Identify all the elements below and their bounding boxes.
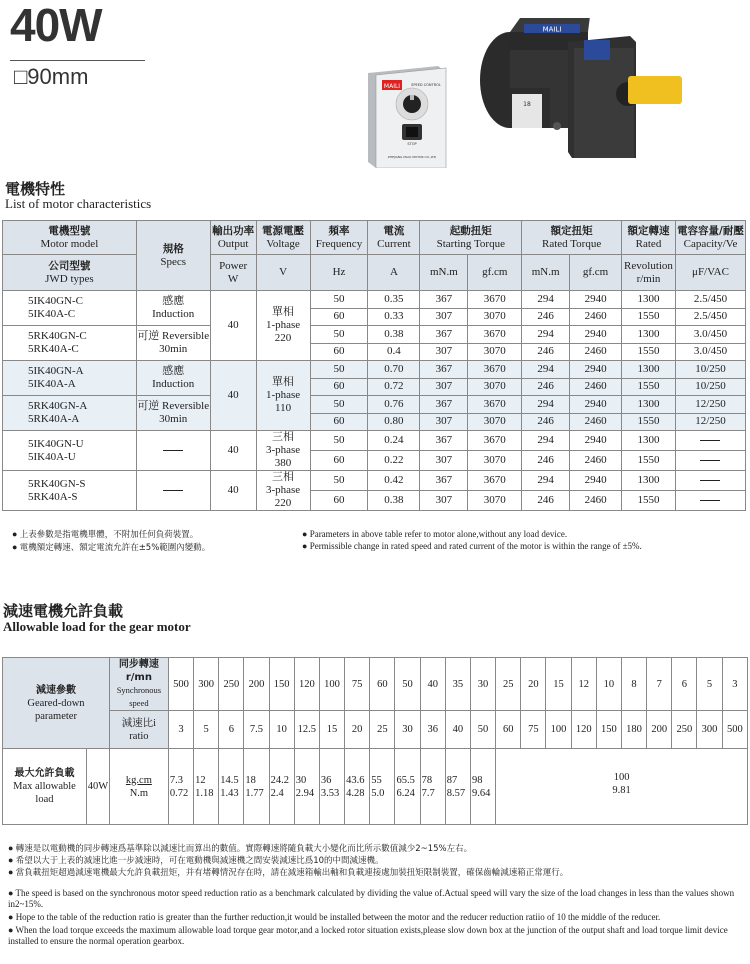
specs-cell: 可逆 Reversible 30min [136,396,210,431]
note2-en-3: When the load torque exceeds the maximum allowable load torque gear motor,and a locked rotor situation exists,please slow down box at the junction of the output shaft and load torque limit device installed to ensure the normal operation gearbox. [8,925,728,946]
value-cell: 60 [310,343,368,361]
model-cell: 5RK40GN-S 5RK40A-S [3,471,137,511]
col-frequency: 頻率 Frequency [310,221,368,255]
max-load-cell: 55 5.0 [370,749,395,825]
value-cell: 12/250 [675,413,745,431]
col-starting-torque: 起動扭矩 Starting Torque [420,221,522,255]
ratio-cell: 300 [697,711,722,749]
value-cell: 246 [522,491,570,511]
ratio-cell: 36 [420,711,445,749]
section1-title-zh: 電機特性 [5,180,66,198]
unit-start-gf: gf.cm [468,255,522,291]
max-load-cell: 14.5 1.43 [219,749,244,825]
output-cell: 40 [210,291,256,361]
value-cell: 1300 [622,291,676,309]
value-cell: 0.72 [368,378,420,396]
value-cell: 50 [310,396,368,414]
max-load-cell: 36 3.53 [319,749,344,825]
note1-zh-1: 上表參數是指電機單體，不附加任何負荷裝置。 [19,530,199,540]
max-load-cell: 98 9.64 [470,749,495,825]
notes1-en: ● Parameters in above table refer to motor alone,without any load device. ● Permissible change in rated speed and rated current of the motor is within the range of ±5%. [302,529,642,551]
value-cell: 60 [310,491,368,511]
sync-speed-cell: 60 [370,658,395,711]
section1-title-en: List of motor characteristics [5,196,152,211]
value-cell: 307 [420,451,468,471]
value-cell: 294 [522,291,570,309]
sync-speed-cell: 40 [420,658,445,711]
col-specs: 規格 Specs [136,221,210,291]
voltage-cell: 單相 1-phase 110 [256,361,310,431]
sync-speed-label: 同步轉速r/mn Synchronous speed [109,658,168,711]
voltage-cell: 單相 1-phase 220 [256,291,310,361]
value-cell: 246 [522,343,570,361]
note2-zh-3: 當負載扭矩超過減速電機最大允許負載扭矩，并有堵轉情況存在時，請在減速箱輸出軸和負載連接處加裝扭矩限制裝置，確保齒輪減速箱正常運行。 [15,868,569,878]
value-cell: 2.5/450 [675,291,745,309]
col-jwd: 公司型號 JWD types [3,255,137,291]
ratio-cell: 30 [395,711,420,749]
value-cell: 3670 [468,361,522,379]
ratio-cell: 75 [521,711,546,749]
value-cell: 0.38 [368,491,420,511]
capacity-dash [700,480,720,481]
value-cell: 1300 [622,431,676,451]
value-cell: 0.35 [368,291,420,309]
value-cell: 2.5/450 [675,308,745,326]
value-cell: 2940 [570,361,622,379]
value-cell: 307 [420,491,468,511]
ratio-cell: 12.5 [294,711,319,749]
col-voltage: 電源電壓 Voltage [256,221,310,255]
col-rated-speed: 額定轉速 Rated [622,221,676,255]
max-load-power: 40W [86,749,109,825]
value-cell: 307 [420,308,468,326]
value-cell: 3070 [468,378,522,396]
model-cell: 5RK40GN-C 5RK40A-C [3,326,137,361]
max-load-cell: 24.2 2.4 [269,749,294,825]
section2-title-zh: 減速電機允許負載 [3,602,124,620]
value-cell [675,471,745,491]
allowable-load-table [2,657,748,825]
value-cell: 2460 [570,378,622,396]
value-cell: 3070 [468,451,522,471]
value-cell: 367 [420,326,468,344]
value-cell: 2940 [570,471,622,491]
power-title: 40W [10,0,102,51]
max-load-units: kg.cm N.m [109,749,168,825]
title-divider [10,60,145,61]
value-cell: 50 [310,291,368,309]
sync-speed-cell: 8 [621,658,646,711]
ratio-cell: 150 [596,711,621,749]
unit-current: A [368,255,420,291]
sync-speed-cell: 100 [319,658,344,711]
controller-switch-label: STOP [407,142,417,146]
value-cell: 1550 [622,308,676,326]
sync-speed-cell: 3 [722,658,747,711]
param-label: 減速參數 Geared-down parameter [3,658,110,749]
value-cell: 367 [420,396,468,414]
note2-zh-1: 轉速是以電動機的同步轉速爲基準除以減速比而算出的數值。實際轉速將隨負載大小變化而比所示數值減少2~15%左右。 [15,844,473,854]
motor-row [3,396,746,414]
max-load-cell: 30 2.94 [294,749,319,825]
note2-en-1: The speed is based on the synchronous motor speed reduction ratio as a benchmark calculated by dividing the value of.Actual speed will vary the size of the load changes in less than the values shown in2~15%. [8,888,735,909]
ratio-cell: 100 [546,711,571,749]
notes2-zh: ● 轉速是以電動機的同步轉速爲基準除以減速比而算出的數值。實際轉速將隨負載大小變化而比所示數值減少2~15%左右。 ● 希望以大于上表的減速比進一步減速時，可在電動機與減速機之間安裝減速比爲10的中間減速機。 ● 當負載扭矩超過減速電機最大允許負載扭矩，并有堵轉情況存在時，請在減速箱輸出軸和負載連接處加裝扭矩限制裝置，確保齒輪減速箱正常運行。 [8,843,569,878]
max-load-cell: 18 1.77 [244,749,269,825]
value-cell: 0.42 [368,471,420,491]
gear-motor-image [480,18,682,158]
value-cell: 2460 [570,491,622,511]
specs-cell: 感應 Induction [136,361,210,396]
col-current: 電流 Current [368,221,420,255]
notes1-zh: ● 上表參數是指電機單體，不附加任何負荷裝置。 ● 電機額定轉速、額定電流允許在±5%範圍內變動。 [12,529,211,553]
ratio-cell: 5 [194,711,219,749]
value-cell: 12/250 [675,396,745,414]
value-cell: 2460 [570,451,622,471]
col-rated-torque: 額定扭矩 Rated Torque [522,221,622,255]
sync-speed-cell: 300 [194,658,219,711]
value-cell: 50 [310,361,368,379]
value-cell: 1550 [622,451,676,471]
value-cell: 0.22 [368,451,420,471]
col-capacity: 電容容量/耐壓 Capacity/Ve [675,221,745,255]
sync-speed-cell: 50 [395,658,420,711]
sync-speed-cell: 75 [345,658,370,711]
value-cell: 2940 [570,291,622,309]
model-cell: 5RK40GN-A 5RK40A-A [3,396,137,431]
value-cell: 1300 [622,396,676,414]
value-cell: 3.0/450 [675,326,745,344]
unit-voltage: V [256,255,310,291]
output-cell: 40 [210,431,256,471]
value-cell: 1550 [622,378,676,396]
ratio-cell: 250 [672,711,697,749]
frame-size: □90mm [14,64,89,89]
value-cell: 0.4 [368,343,420,361]
sync-speed-cell: 150 [269,658,294,711]
sync-speed-cell: 15 [546,658,571,711]
value-cell: 1300 [622,471,676,491]
value-cell: 1550 [622,491,676,511]
value-cell: 246 [522,378,570,396]
value-cell: 367 [420,431,468,451]
value-cell [675,431,745,451]
sync-speed-cell: 120 [294,658,319,711]
note2-en-2: Hope to the table of the reduction ratio is greater than the further reduction,it would be installed between the motor and the reducer reduction ratiio of 10 the middle of the reducer. [15,912,661,922]
value-cell: 0.38 [368,326,420,344]
value-cell: 1550 [622,343,676,361]
ratio-cell: 50 [470,711,495,749]
ratio-cell: 180 [621,711,646,749]
sync-speed-cell: 12 [571,658,596,711]
value-cell: 50 [310,326,368,344]
sync-speed-cell: 7 [647,658,672,711]
value-cell: 0.70 [368,361,420,379]
value-cell: 246 [522,308,570,326]
value-cell: 3670 [468,431,522,451]
value-cell: 50 [310,431,368,451]
output-shaft [628,76,682,104]
specs-cell [136,471,210,511]
max-load-label: 最大允許負載 Max allowable load [3,749,87,825]
sync-speed-cell: 6 [672,658,697,711]
ratio-cell: 7.5 [244,711,269,749]
ratio-cell: 6 [219,711,244,749]
value-cell: 1550 [622,413,676,431]
sync-speed-cell: 200 [244,658,269,711]
unit-speed: Revolution r/min [622,255,676,291]
notes2-en: ● The speed is based on the synchronous motor speed reduction ratio as a benchmark calculated by dividing the value of.Actual speed will vary the size of the load changes in less than the values shown in2~15%. ● Hope to the table of the reduction ratio is greater than the further reduction,it would be installed between the motor and the reducer reduction ratiio of 10 the middle of the reducer. ● When the load torque exceeds the maximum allowable load torque gear motor,and a locked rotor situation exists,please slow down box at the junction of the output shaft and load torque limit device installed to ensure the normal operation gearbox. [8,888,735,946]
capacity-dash [700,460,720,461]
value-cell: 3070 [468,343,522,361]
value-cell: 246 [522,413,570,431]
voltage-cell: 三相 3-phase 220 [256,471,310,511]
specs-dash [163,450,183,451]
ratio-cell: 25 [370,711,395,749]
value-cell: 60 [310,308,368,326]
gearbox-label: 18 [523,101,531,108]
value-cell: 2460 [570,343,622,361]
value-cell: 246 [522,451,570,471]
controller-maker: ZHEJIANG MAILI MOTOR CO.,LTD [387,155,437,159]
value-cell: 2940 [570,326,622,344]
value-cell: 367 [420,471,468,491]
value-cell: 3.0/450 [675,343,745,361]
voltage-cell: 三相 3-phase 380 [256,431,310,471]
unit-rated-gf: gf.cm [570,255,622,291]
unit-output: Power W [210,255,256,291]
specs-cell: 感應 Induction [136,291,210,326]
note1-zh-2: 電機額定轉速、額定電流允許在±5%範圍內變動。 [19,543,211,553]
sync-speed-cell: 30 [470,658,495,711]
value-cell: 10/250 [675,378,745,396]
value-cell: 1300 [622,361,676,379]
max-load-cell: 7.3 0.72 [168,749,193,825]
sync-speed-cell: 35 [445,658,470,711]
value-cell: 367 [420,291,468,309]
value-cell: 294 [522,431,570,451]
specs-dash [163,490,183,491]
specs-cell [136,431,210,471]
col-model: 電機型號 Motor model [3,221,137,255]
unit-capacity: μF/VAC [675,255,745,291]
value-cell: 0.80 [368,413,420,431]
sync-speed-cell: 5 [697,658,722,711]
value-cell [675,451,745,471]
ratio-cell: 10 [269,711,294,749]
value-cell: 294 [522,361,570,379]
value-cell: 307 [420,378,468,396]
unit-rated-nm: mN.m [522,255,570,291]
value-cell: 2460 [570,413,622,431]
controller-label: SPEED CONTROL [411,83,441,87]
ratio-cell: 40 [445,711,470,749]
ratio-cell: 200 [647,711,672,749]
controller-brand: MAILI [383,83,401,90]
max-load-cell: 87 8.57 [445,749,470,825]
model-cell: 5IK40GN-U 5IK40A-U [3,431,137,471]
value-cell: 1300 [622,326,676,344]
ratio-cell: 60 [496,711,521,749]
unit-frequency: Hz [310,255,368,291]
sync-speed-cell: 500 [168,658,193,711]
value-cell: 367 [420,361,468,379]
value-cell: 307 [420,343,468,361]
motor-row [3,361,746,379]
note1-en-2: Permissible change in rated speed and rated current of the motor is within the range of ±5%. [309,541,642,551]
value-cell: 294 [522,326,570,344]
value-cell: 307 [420,413,468,431]
value-cell: 2460 [570,308,622,326]
value-cell: 50 [310,471,368,491]
motor-row [3,326,746,344]
value-cell: 294 [522,396,570,414]
product-illustration [360,18,740,168]
motor-row [3,471,746,491]
unit-start-nm: mN.m [420,255,468,291]
speed-controller-image [368,66,446,168]
value-cell: 3070 [468,491,522,511]
value-cell: 0.33 [368,308,420,326]
output-cell: 40 [210,361,256,431]
motor-row [3,291,746,309]
output-cell: 40 [210,471,256,511]
motor-row [3,431,746,451]
sync-speed-cell: 20 [521,658,546,711]
value-cell: 3670 [468,291,522,309]
capacity-dash [700,500,720,501]
model-cell: 5IK40GN-C 5IK40A-C [3,291,137,326]
sync-speed-cell: 250 [219,658,244,711]
max-load-rest-cell: 100 9.81 [496,749,748,825]
value-cell: 294 [522,471,570,491]
value-cell: 3670 [468,326,522,344]
value-cell: 10/250 [675,361,745,379]
sync-speed-cell: 25 [496,658,521,711]
section2-title-en: Allowable load for the gear motor [3,619,191,634]
value-cell: 0.24 [368,431,420,451]
value-cell: 3670 [468,396,522,414]
value-cell: 3070 [468,308,522,326]
value-cell: 2940 [570,431,622,451]
value-cell: 0.76 [368,396,420,414]
value-cell: 3670 [468,471,522,491]
note1-en-1: Parameters in above table refer to motor alone,without any load device. [309,529,568,539]
ratio-cell: 500 [722,711,747,749]
sync-speed-cell: 10 [596,658,621,711]
value-cell: 60 [310,451,368,471]
model-cell: 5IK40GN-A 5IK40A-A [3,361,137,396]
value-cell: 2940 [570,396,622,414]
value-cell: 3070 [468,413,522,431]
value-cell [675,491,745,511]
max-load-cell: 12 1.18 [194,749,219,825]
ratio-cell: 3 [168,711,193,749]
max-load-cell: 78 7.7 [420,749,445,825]
value-cell: 60 [310,378,368,396]
ratio-cell: 15 [319,711,344,749]
motor-characteristics-table [2,220,746,511]
specs-cell: 可逆 Reversible 30min [136,326,210,361]
value-cell: 60 [310,413,368,431]
ratio-cell: 20 [345,711,370,749]
max-load-cell: 65.5 6.24 [395,749,420,825]
capacity-dash [700,440,720,441]
max-load-cell: 43.6 4.28 [345,749,370,825]
ratio-cell: 120 [571,711,596,749]
ratio-label: 減速比i ratio [109,711,168,749]
motor-brand: MAILI [542,25,562,34]
note2-zh-2: 希望以大于上表的減速比進一步減速時，可在電動機與減速機之間安裝減速比爲10的中間減速機。 [15,856,384,866]
col-output: 輸出功率 Output [210,221,256,255]
